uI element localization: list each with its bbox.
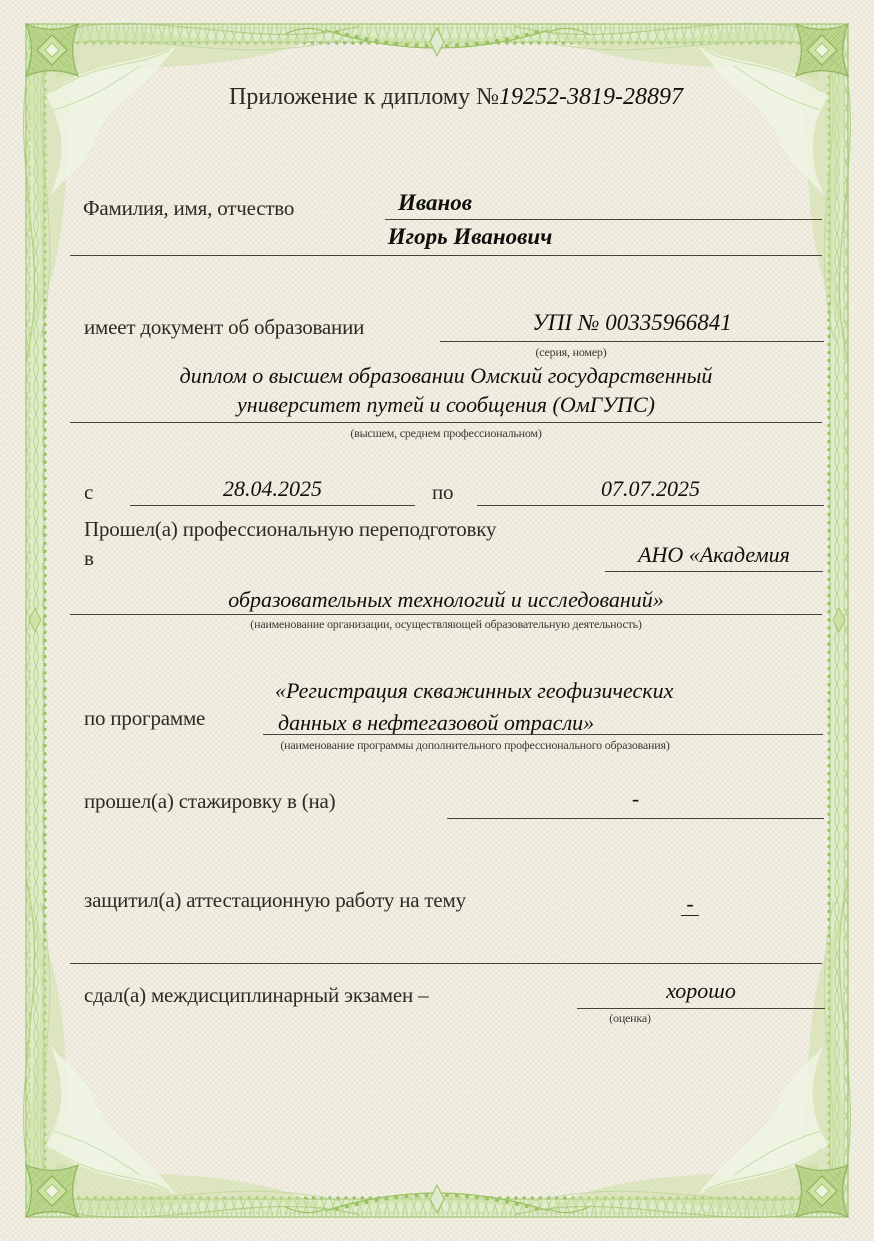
internship-label: прошел(а) стажировку в (на) xyxy=(84,789,336,813)
underline-thesis xyxy=(70,963,822,964)
program-caption: (наименование программы дополнительного профессионального образования) xyxy=(280,738,670,752)
series-caption: (серия, номер) xyxy=(535,345,607,359)
underline-exam xyxy=(577,1008,825,1009)
from-label: с xyxy=(84,480,94,504)
edu-doc-caption: (высшем, среднем профессиональном) xyxy=(350,426,542,440)
program-label: по программе xyxy=(84,706,206,730)
thesis-dash: - xyxy=(681,893,698,916)
underline-edu-doc xyxy=(70,422,822,423)
thesis-value xyxy=(668,891,712,917)
date-from-value: 28.04.2025 xyxy=(223,476,322,501)
name-patronymic-value: Игорь Иванович xyxy=(387,224,553,249)
retraining-label: Прошел(а) профессиональную переподготовку xyxy=(84,517,497,541)
page-title xyxy=(30,84,874,111)
internship-value: - xyxy=(631,786,640,811)
fio-label: Фамилия, имя, отчество xyxy=(83,196,295,220)
underline-internship xyxy=(447,818,824,819)
edu-doc-line2: университет путей и сообщения (ОмГУПС) xyxy=(237,392,655,417)
in-label: в xyxy=(84,546,94,570)
underline-series xyxy=(440,341,824,342)
exam-caption: (оценка) xyxy=(609,1011,651,1025)
to-label: по xyxy=(432,480,454,504)
title-label: Приложение к диплому № xyxy=(229,84,499,110)
date-to-value: 07.07.2025 xyxy=(601,476,700,501)
underline-program xyxy=(263,734,823,735)
org-line2-value: образовательных технологий и исследований» xyxy=(228,587,664,612)
exam-label: сдал(а) междисциплинарный экзамен – xyxy=(84,983,429,1007)
underline-date-to xyxy=(477,505,824,506)
exam-value: хорошо xyxy=(666,978,736,1003)
underline-name xyxy=(70,255,822,256)
edu-doc-label: имеет документ об образовании xyxy=(84,315,365,339)
program-line2-value: данных в нефтегазовой отрасли» xyxy=(278,710,595,735)
thesis-label: защитил(а) аттестационную работу на тему xyxy=(84,888,466,912)
underline-date-from xyxy=(130,505,415,506)
edu-doc-series-value: УПI № 00335966841 xyxy=(532,310,732,335)
org-caption: (наименование организации, осуществляющей образовательную деятельность) xyxy=(250,617,642,631)
underline-surname xyxy=(385,219,822,220)
org-line1-value: АНО «Академия xyxy=(638,542,790,567)
program-line1-value: «Регистрация скважинных геофизических xyxy=(275,678,674,703)
title-number: 19252-3819-28897 xyxy=(499,84,683,110)
underline-org1 xyxy=(605,571,823,572)
underline-org2 xyxy=(70,614,822,615)
surname-value: Иванов xyxy=(398,190,473,215)
edu-doc-line1: диплом о высшем образовании Омский государственный xyxy=(179,363,713,388)
